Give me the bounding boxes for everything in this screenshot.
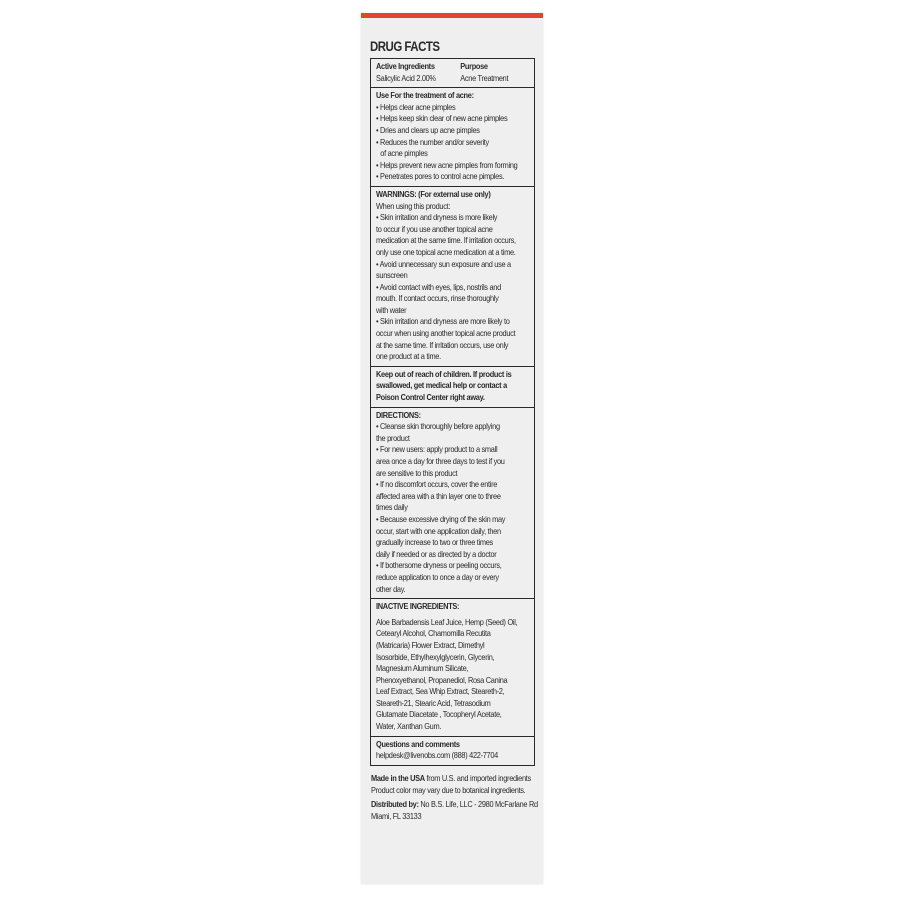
warning-line: When using this product: [376, 200, 451, 211]
warning-line: at the same time. If irritation occurs, use only [376, 339, 509, 350]
inactive-ingredients-line: Magnesium Aluminum Silicate, [376, 663, 469, 674]
warning-line: only use one topical acne medication at a time. [376, 246, 516, 257]
drug-facts-panel [370, 39, 538, 823]
children-warning-line: Keep out of reach of children. If product is [376, 368, 512, 379]
children-warning-line: Poison Control Center right away. [376, 392, 485, 403]
inactive-ingredients-section [371, 598, 534, 736]
use-item-continued: of acne pimples [380, 148, 428, 159]
questions-section [371, 736, 534, 765]
inactive-ingredients-line: Water, Xanthan Gum. [376, 721, 442, 732]
made-in-usa-label: Made in the USA [371, 772, 425, 783]
use-item: • Reduces the number and/or severity [376, 136, 489, 147]
warnings-section [371, 186, 534, 366]
inactive-ingredients-line: Steareth-21, Stearic Acid, Tetrasodium [376, 697, 491, 708]
inactive-ingredients-line: Cetearyl Alcohol, Chamomilla Recutita [376, 628, 491, 639]
direction-line: daily if needed or as directed by a doctor [376, 548, 497, 559]
uses-heading: Use For the treatment of acne: [376, 90, 474, 101]
color-note: Product color may vary due to botanical ingredients. [371, 784, 526, 795]
inactive-ingredients-heading: INACTIVE INGREDIENTS: [376, 601, 460, 612]
direction-line: • If bothersome dryness or peeling occurs, [376, 560, 502, 571]
distributor-city: Miami, FL 33133 [371, 811, 422, 822]
warning-line: mouth. If contact occurs, rinse thoroughly [376, 293, 499, 304]
warning-line: occur when using another topical acne product [376, 328, 516, 339]
purpose-value: Acne Treatment [460, 72, 509, 83]
warnings-heading: WARNINGS: (For external use only) [376, 188, 491, 199]
inactive-ingredients-line: Aloe Barbadensis Leaf Juice, Hemp (Seed) Oil, [376, 616, 518, 627]
active-ingredients-section [371, 59, 534, 87]
direction-line: other day. [376, 583, 406, 594]
active-ingredient-value: Salicylic Acid 2.00% [376, 72, 436, 83]
inactive-ingredients-line: Phenoxyethanol, Propanediol, Rosa Canina [376, 674, 508, 685]
directions-heading: DIRECTIONS: [376, 409, 421, 420]
direction-line: reduce application to once a day or every [376, 571, 499, 582]
warning-line: • Avoid unnecessary sun exposure and use a [376, 258, 511, 269]
warning-line: sunscreen [376, 270, 408, 281]
warning-line: • Avoid contact with eyes, lips, nostrils and [376, 281, 501, 292]
keep-out-of-reach-section [371, 366, 534, 407]
inactive-ingredients-line: (Matricaria) Flower Extract, Dimethyl [376, 639, 485, 650]
warning-line: one product at a time. [376, 351, 441, 362]
purpose-header: Purpose [460, 61, 488, 71]
use-item: • Helps keep skin clear of new acne pimples [376, 113, 508, 124]
contact-info: helpdesk@livenobs.com (888) 422-7704 [376, 750, 498, 761]
use-item: • Penetrates pores to control acne pimples. [376, 171, 505, 182]
warning-line: • Skin irritation and dryness are more likely to [376, 316, 510, 327]
direction-line: the product [376, 432, 410, 443]
carton-footer [370, 772, 538, 823]
warning-line: • Skin irritation and dryness is more likely [376, 212, 498, 223]
direction-line: • Cleanse skin thoroughly before applying [376, 421, 500, 432]
product-carton-side-panel [361, 13, 543, 884]
inactive-ingredients-line: Leaf Extract, Sea Whip Extract, Steareth-2, [376, 686, 505, 697]
distributed-by-label: Distributed by: [371, 799, 419, 810]
warning-line: with water [376, 304, 407, 315]
inactive-ingredients-line: Glutamate Diacetate , Tocopheryl Acetate, [376, 709, 502, 720]
children-warning-line: swallowed, get medical help or contact a [376, 380, 507, 391]
direction-line: • For new users: apply product to a small [376, 444, 498, 455]
use-item: • Helps clear acne pimples [376, 101, 456, 112]
distributor-address: No B.S. Life, LLC - 2980 McFarlane Rd [418, 799, 538, 810]
use-item: • Dries and clears up acne pimples [376, 124, 480, 135]
uses-section [371, 87, 534, 186]
made-in-usa-text: from U.S. and imported ingredients [424, 772, 531, 783]
drug-facts-title: DRUG FACTS [370, 39, 440, 54]
warning-line: to occur if you use another topical acne [376, 223, 493, 234]
use-item: • Helps prevent new acne pimples from forming [376, 159, 518, 170]
direction-line: area once a day for three days to test if you [376, 456, 505, 466]
direction-line: times daily [376, 502, 408, 513]
questions-heading: Questions and comments [376, 738, 460, 749]
drug-facts-table [370, 58, 535, 766]
inactive-ingredients-line: Isosorbide, Ethylhexylglycerin, Glycerin, [376, 651, 495, 662]
directions-section [371, 407, 534, 599]
direction-line: are sensitive to this product [376, 467, 458, 478]
accent-stripe [361, 13, 543, 18]
direction-line: gradually increase to two or three times [376, 537, 493, 548]
warning-line: medication at the same time. If irritation occurs, [376, 235, 516, 246]
direction-line: • Because excessive drying of the skin may [376, 513, 506, 524]
direction-line: • If no discomfort occurs, cover the entire [376, 479, 498, 490]
direction-line: affected area with a thin layer one to three [376, 490, 501, 501]
active-ingredients-header: Active Ingredients [376, 61, 435, 71]
direction-line: occur, start with one application daily, then [376, 525, 501, 536]
